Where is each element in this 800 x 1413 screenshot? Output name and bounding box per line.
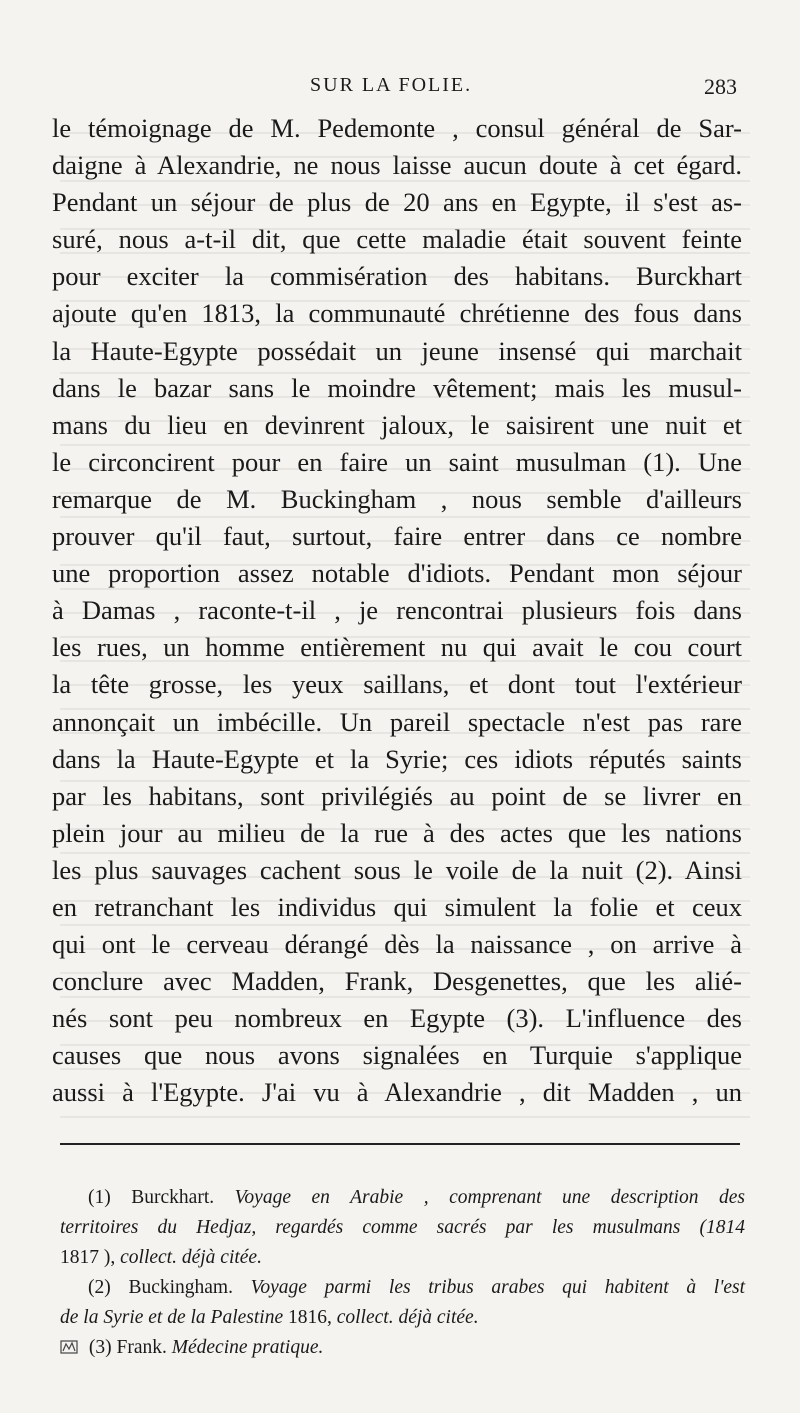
footnote-line bbox=[60, 1183, 745, 1213]
footnote-line: territoires du Hedjaz, regardés comme sacrés par les musulmans (1814 bbox=[60, 1217, 745, 1238]
footnote-ref: collect. déjà citée. bbox=[336, 1307, 479, 1328]
text-line: dans la Haute-Egypte et la Syrie; ces idiots réputés saints bbox=[52, 743, 742, 774]
text-line: en retranchant les individus qui simulent la folie et ceux bbox=[52, 891, 742, 922]
text-line: Pendant un séjour de plus de 20 ans en Egypte, il s'est as- bbox=[52, 187, 742, 218]
text-line: le circoncirent pour en faire un saint musulman (1). Une bbox=[52, 446, 742, 477]
footnote-author: Frank. bbox=[116, 1337, 167, 1358]
text-line: dans le bazar sans le moindre vêtement; mais les musul- bbox=[52, 372, 742, 403]
footnote-year: 1817 ), bbox=[60, 1247, 116, 1268]
footnote-author: Buckingham. bbox=[128, 1277, 233, 1298]
text-line: suré, nous a-t-il dit, que cette maladie était souvent feinte bbox=[52, 224, 742, 255]
text-line: mans du lieu en devinrent jaloux, le saisirent une nuit et bbox=[52, 409, 742, 440]
text-line: le témoignage de M. Pedemonte , consul général de Sar- bbox=[52, 113, 742, 143]
footnote-author: Burckhart. bbox=[131, 1187, 215, 1208]
footnote-title-cont: de la Syrie et de la Palestine bbox=[60, 1307, 284, 1328]
footnote-title: Voyage en Arabie , comprenant une description des bbox=[234, 1187, 746, 1208]
footnote-line bbox=[60, 1333, 745, 1363]
footnote-title: Voyage parmi les tribus arabes qui habitent à l'est bbox=[250, 1277, 746, 1298]
text-line: la Haute-Egypte possédait un jeune insensé qui marchait bbox=[52, 335, 742, 366]
running-title: SUR LA FOLIE. bbox=[310, 74, 473, 96]
footnotes bbox=[60, 1183, 745, 1363]
footnote-line bbox=[60, 1243, 745, 1273]
footnote-marker: (3) bbox=[88, 1337, 112, 1358]
running-head bbox=[55, 70, 745, 106]
text-line: qui ont le cerveau dérangé dès la naissance , on arrive à bbox=[52, 929, 742, 960]
main-text bbox=[52, 110, 742, 1112]
text-line: à Damas , raconte-t-il , je rencontrai plusieurs fois dans bbox=[52, 595, 742, 626]
text-line: nés sont peu nombreux en Egypte (3). L'influence des bbox=[52, 1003, 742, 1034]
footnote-year: 1816, bbox=[287, 1307, 332, 1328]
footnote-2 bbox=[60, 1273, 745, 1333]
text-line: la tête grosse, les yeux saillans, et dont tout l'extérieur bbox=[52, 669, 742, 700]
text-line: conclure avec Madden, Frank, Desgenettes, que les alié- bbox=[52, 966, 742, 997]
library-stamp-icon bbox=[60, 1339, 78, 1355]
text-line: ajoute qu'en 1813, la communauté chrétienne des fous dans bbox=[52, 298, 742, 329]
text-line: annonçait un imbécille. Un pareil spectacle n'est pas rare bbox=[52, 706, 742, 737]
footnote-line bbox=[60, 1273, 745, 1303]
text-line: pour exciter la commisération des habitans. Burckhart bbox=[52, 261, 742, 292]
footnote-divider bbox=[60, 1143, 740, 1145]
text-line: les rues, un homme entièrement nu qui avait le cou court bbox=[52, 632, 742, 663]
text-line: les plus sauvages cachent sous le voile de la nuit (2). Ainsi bbox=[52, 854, 742, 885]
text-line: une proportion assez notable d'idiots. Pendant mon séjour bbox=[52, 558, 742, 589]
page-number: 283 bbox=[704, 74, 737, 99]
text-line: plein jour au milieu de la rue à des actes que les nations bbox=[52, 817, 742, 848]
footnote-1 bbox=[60, 1183, 745, 1273]
text-line: par les habitans, sont privilégiés au point de se livrer en bbox=[52, 780, 742, 811]
text-line: daigne à Alexandrie, ne nous laisse aucun doute à cet égard. bbox=[52, 150, 742, 181]
footnote-line bbox=[60, 1303, 745, 1333]
footnote-title: Médecine pratique. bbox=[171, 1337, 324, 1358]
footnote-3 bbox=[60, 1333, 745, 1363]
text-line: remarque de M. Buckingham , nous semble d'ailleurs bbox=[52, 483, 742, 514]
footnote-marker: (1) bbox=[88, 1187, 111, 1208]
footnote-marker: (2) bbox=[88, 1277, 111, 1298]
text-line: prouver qu'il faut, surtout, faire entrer dans ce nombre bbox=[52, 521, 742, 552]
footnote-ref: collect. déjà citée. bbox=[120, 1247, 262, 1268]
text-line: aussi à l'Egypte. J'ai vu à Alexandrie , dit Madden , un bbox=[52, 1077, 742, 1108]
text-line: causes que nous avons signalées en Turquie s'applique bbox=[52, 1040, 742, 1071]
